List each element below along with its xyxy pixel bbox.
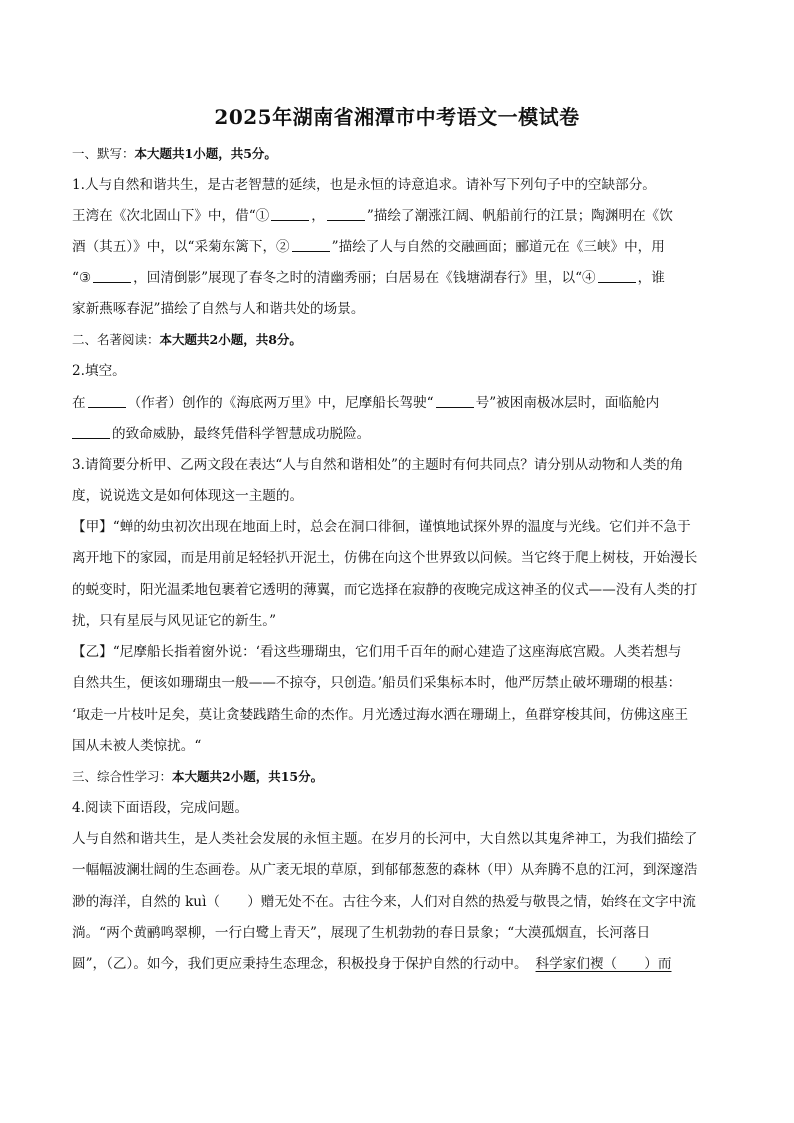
q3-line-1: 3.请简要分析甲、乙两文段在表达“人与自然和谐相处”的主题时有何共同点？请分别从动物和人类的角 — [72, 457, 684, 473]
section-info: 本大题共1小题，共5分。 — [134, 146, 277, 161]
text-run: ，谁 — [637, 270, 665, 286]
answer-blank-3[interactable] — [93, 270, 131, 283]
q4-para-line-3: 渺的海洋，自然的 kuì（ ）赠无处不在。古往今来，人们对自然的热爱与敬畏之情，始终在文字中流 — [72, 894, 696, 910]
text-run: ”描绘了人与自然的交融画面；郦道元在《三峡》中，用 — [331, 239, 665, 255]
section-heading-1 — [72, 145, 722, 163]
text-run: ，回清倒影”展现了春冬之时的清幽秀丽；白居易在《钱塘湖春行》里，以“④ — [133, 270, 596, 286]
answer-blank-1a[interactable] — [271, 208, 309, 221]
q2-line-2 — [72, 394, 722, 412]
section-heading-2 — [72, 331, 722, 349]
q2-line-3 — [72, 425, 722, 443]
underlined-text: 科学家们褉（ ）而 — [535, 956, 672, 972]
q1-line-1: 1.人与自然和谐共生，是古老智慧的延续，也是永恒的诗意追求。请补写下列句子中的空缺部分。 — [72, 177, 656, 193]
passage-jia-line-1: 【甲】“蝉的幼虫初次出现在地面上时，总会在洞口徘徊，谨慎地试探外界的温度与光线。它们并不急于 — [72, 519, 691, 535]
q3-line-2: 度，说说选文是如何体现这一主题的。 — [72, 488, 304, 504]
text-run: 圆”，（乙）。如今，我们更应秉持生态理念，积极投身于保护自然的行动中。 — [72, 956, 528, 972]
passage-jia-line-3: 的蜕变时，阳光温柔地包裹着它透明的薄翼，而它选择在寂静的夜晚完成这神圣的仪式——没有人类的打 — [72, 582, 698, 598]
section-label: 一、默写： — [72, 146, 135, 161]
section-info: 本大题共2小题，共8分。 — [159, 332, 302, 347]
q4-para-line-5 — [72, 955, 722, 973]
q1-line-3 — [72, 238, 722, 256]
q1-line-2 — [72, 207, 722, 225]
q2-line-1: 2.填空。 — [72, 363, 126, 379]
answer-blank-threat[interactable] — [72, 426, 110, 439]
text-run: （作者）创作的《海底两万里》中，尼摩船长驾驶“ — [127, 395, 434, 411]
passage-yi-line-3: ‘取走一片枝叶足矣，莫让贪婪践踏生命的杰作。月光透过海水洒在珊瑚上，鱼群穿梭其间，仿佛这座王 — [72, 707, 689, 723]
q1-line-4 — [72, 269, 722, 287]
text-run: ， — [311, 208, 325, 224]
answer-blank-author[interactable] — [88, 395, 126, 408]
q4-para-line-1: 人与自然和谐共生，是人类社会发展的永恒主题。在岁月的长河中，大自然以其鬼斧神工，为我们描绘了 — [72, 831, 698, 847]
text-run: “③ — [72, 270, 92, 286]
section-heading-3 — [72, 768, 722, 786]
passage-jia-line-2: 离开地下的家园，而是用前足轻轻扒开泥土，仿佛在向这个世界致以问候。当它终于爬上树枝，开始漫长 — [72, 550, 698, 566]
passage-yi-line-4: 国从未被人类惊扰。“ — [72, 738, 202, 754]
passage-jia-line-4: 扰，只有星辰与风见证它的新生。” — [72, 613, 277, 629]
answer-blank-ship[interactable] — [436, 395, 474, 408]
section-label: 二、名著阅读： — [72, 332, 160, 347]
answer-blank-4[interactable] — [598, 270, 636, 283]
text-run: 的致命威胁，最终凭借科学智慧成功脱险。 — [112, 426, 371, 442]
answer-blank-2[interactable] — [292, 239, 330, 252]
q4-para-line-4: 淌。“两个黄鹂鸣翠柳，一行白鹭上青天”，展现了生机勃勃的春日景象；“大漠孤烟直，长河落日 — [72, 925, 651, 941]
passage-yi-line-1: 【乙】“尼摩船长指着窗外说：‘看这些珊瑚虫，它们用千百年的耐心建造了这座海底宫殿。人类若想与 — [72, 644, 682, 660]
page-title: 2025年湖南省湘潭市中考语文一模试卷 — [214, 105, 580, 129]
q1-line-5: 家新燕啄春泥”描绘了自然与人和谐共处的场景。 — [72, 301, 365, 317]
text-run: 酒（其五）》中，以“采菊东篱下，② — [72, 239, 290, 255]
text-run: 王湾在《次北固山下》中，借“① — [72, 208, 270, 224]
text-run: 在 — [72, 395, 86, 411]
answer-blank-1b[interactable] — [327, 208, 365, 221]
text-run: ”描绘了潮涨江阔、帆船前行的江景；陶渊明在《饮 — [366, 208, 673, 224]
section-info: 本大题共2小题，共15分。 — [172, 769, 324, 784]
q4-line-1: 4.阅读下面语段，完成问题。 — [72, 800, 249, 816]
q4-para-line-2: 一幅幅波澜壮阔的生态画卷。从广袤无垠的草原，到郁郁葱葱的森林（甲）从奔腾不息的江河，到深邃浩 — [72, 862, 698, 878]
text-run: 号”被困南极冰层时，面临舱内 — [475, 395, 660, 411]
section-label: 三、综合性学习： — [72, 769, 173, 784]
passage-yi-line-2: 自然共生，便该如珊瑚虫一般——不掠夺，只创造。’船员们采集标本时，他严厉禁止破坏珊瑚的根基： — [72, 675, 682, 691]
